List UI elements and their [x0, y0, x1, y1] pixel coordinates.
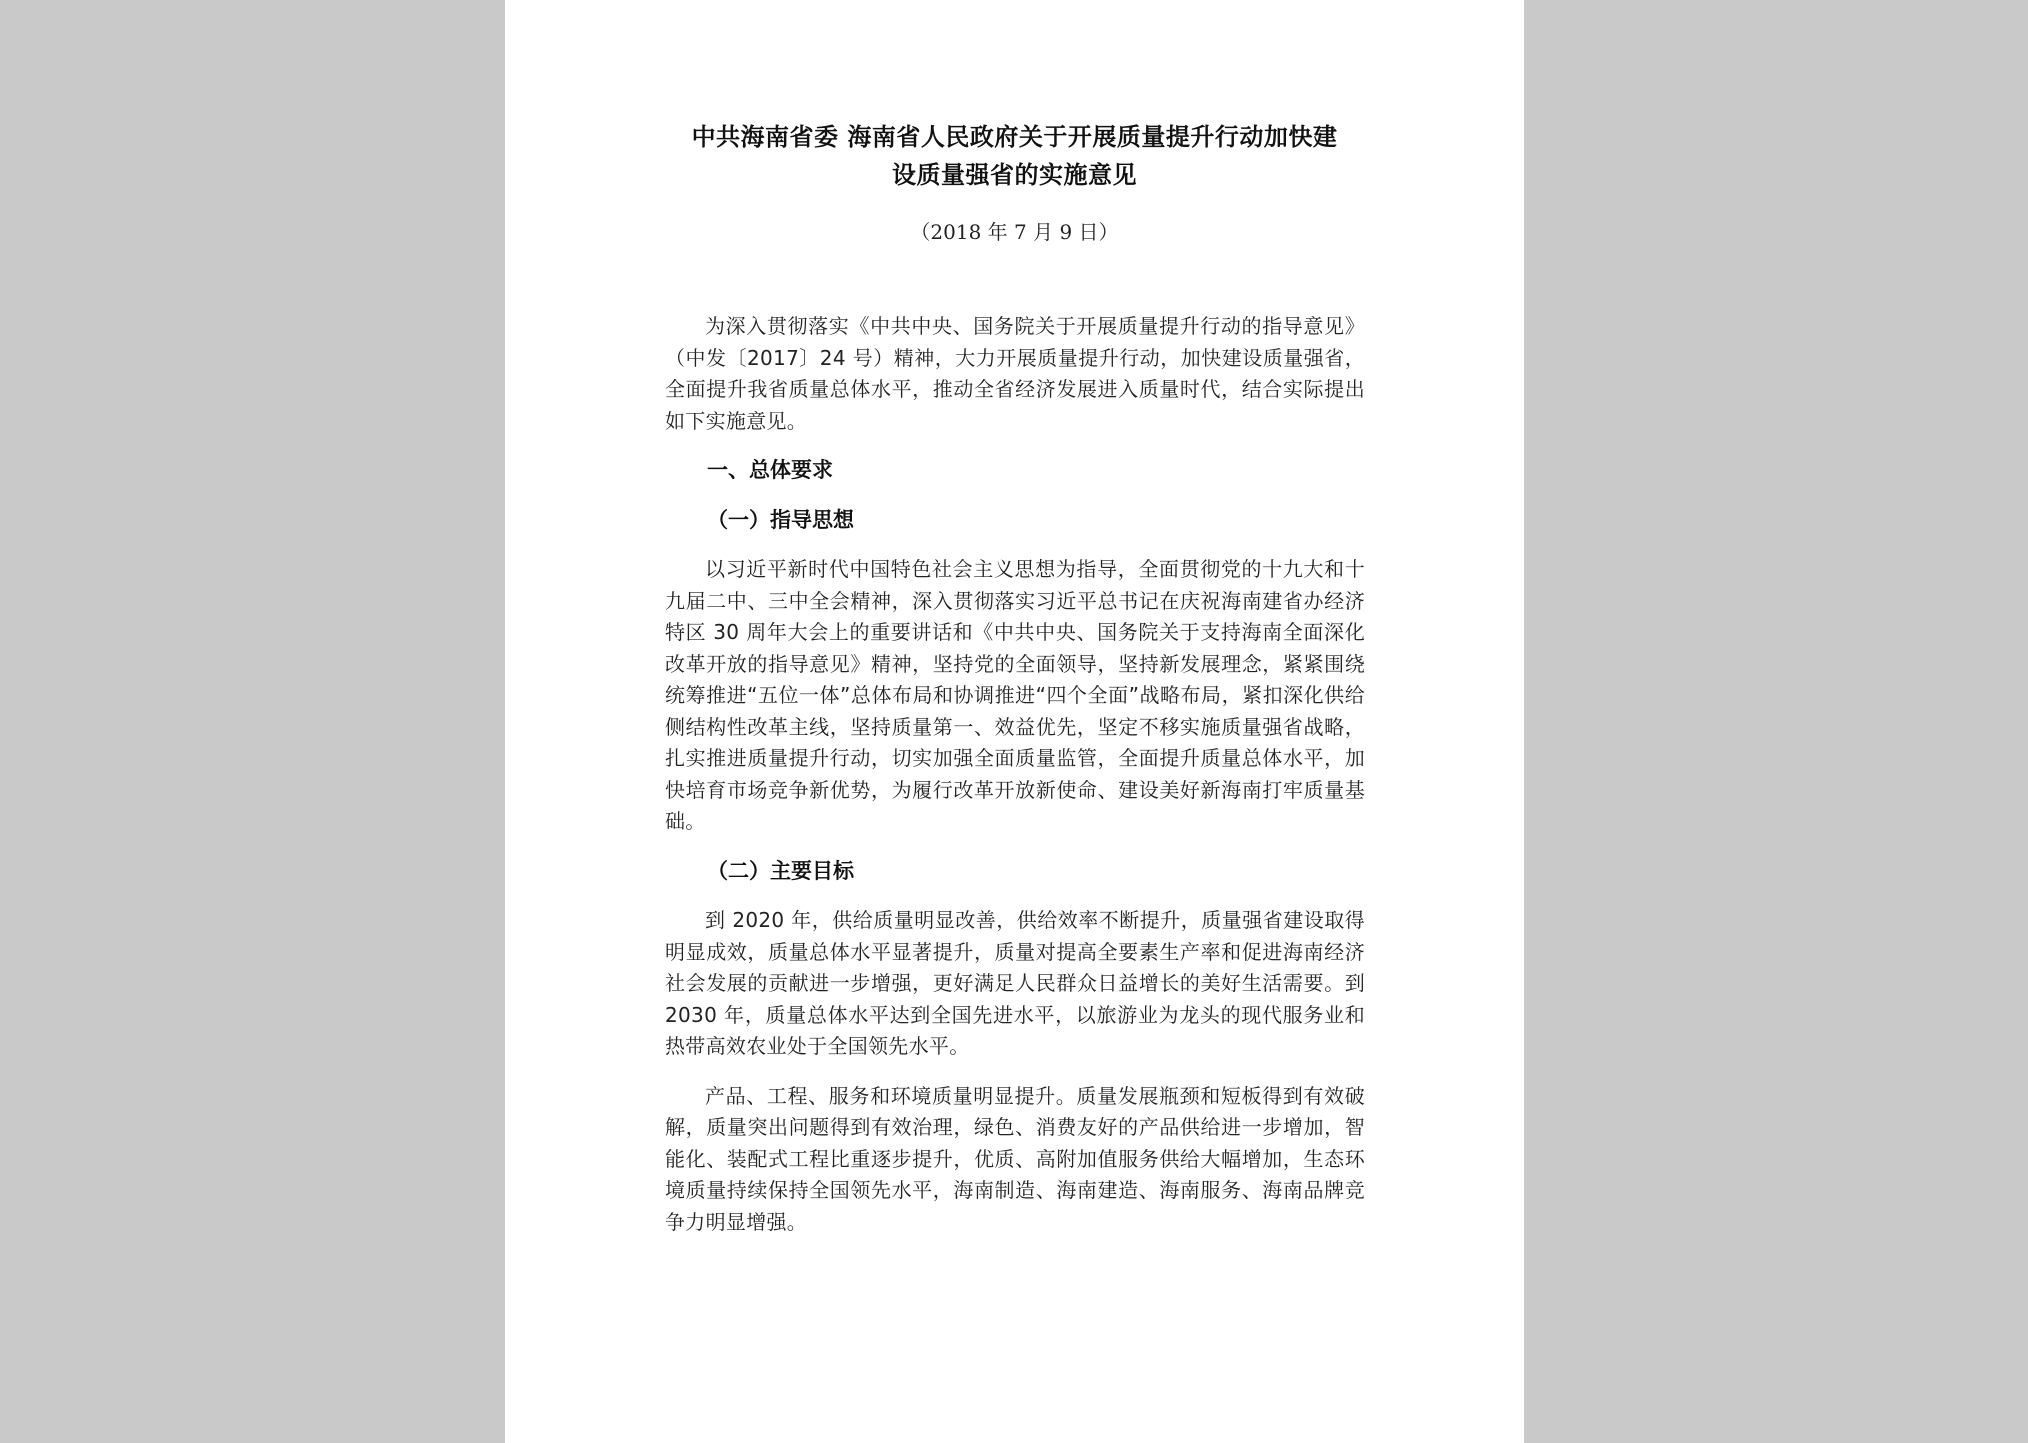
subsection-heading-main-goals: （二）主要目标 [707, 858, 854, 883]
main-goals-paragraph-1: 到 2020 年，供给质量明显改善，供给效率不断提升，质量强省建设取得明显成效，质量总体水平显著提升，质量对提高全要素生产率和促进海南经济社会发展的贡献进一步增强，更好满足人民群众日益增长的美好生活需要。到 2030 年，质量总体水平达到全国先进水平，以旅游业为龙头的现代服务业和热带高效农业处于全国领先水平。 [665, 908, 1365, 1058]
document-title-line-1: 中共海南省委 海南省人民政府关于开展质量提升行动加快建 [691, 122, 1338, 151]
guiding-thought-paragraph: 以习近平新时代中国特色社会主义思想为指导，全面贯彻党的十九大和十九届二中、三中全会精神，深入贯彻落实习近平总书记在庆祝海南建省办经济特区 30 周年大会上的重要讲话和《中共中央、国务院关于支持海南全面深化改革开放的指导意见》精神，坚持党的全面领导，坚持新发展理念，紧紧围绕统筹推进“五位一体”总体布局和协调推进“四个全面”战略布局，紧扣深化供给侧结构性改革主线，坚持质量第一、效益优先，坚定不移实施质量强省战略，扎实推进质量提升行动，切实加强全面质量监管，全面提升质量总体水平，加快培育市场竞争新优势，为履行改革开放新使命、建设美好新海南打牢质量基础。 [665, 557, 1365, 833]
section-heading-general-requirements: 一、总体要求 [707, 458, 833, 482]
subsection-heading-guiding-thought: （一）指导思想 [707, 507, 854, 532]
title-block [505, 118, 1524, 248]
document-title-line-2: 设质量强省的实施意见 [892, 160, 1137, 189]
document-page [505, 0, 1524, 1443]
document-date: （2018 年 7 月 9 日） [910, 220, 1119, 244]
intro-paragraph: 为深入贯彻落实《中共中央、国务院关于开展质量提升行动的指导意见》（中发〔2017〕24 号）精神，大力开展质量提升行动，加快建设质量强省，全面提升我省质量总体水平，推动全省经济发展进入质量时代，结合实际提出如下实施意见。 [665, 314, 1365, 433]
main-goals-paragraph-2: 产品、工程、服务和环境质量明显提升。质量发展瓶颈和短板得到有效破解，质量突出问题得到有效治理，绿色、消费友好的产品供给进一步增加，智能化、装配式工程比重逐步提升，优质、高附加值服务供给大幅增加，生态环境质量持续保持全国领先水平，海南制造、海南建造、海南服务、海南品牌竞争力明显增强。 [665, 1083, 1365, 1234]
document-body [665, 311, 1365, 1256]
